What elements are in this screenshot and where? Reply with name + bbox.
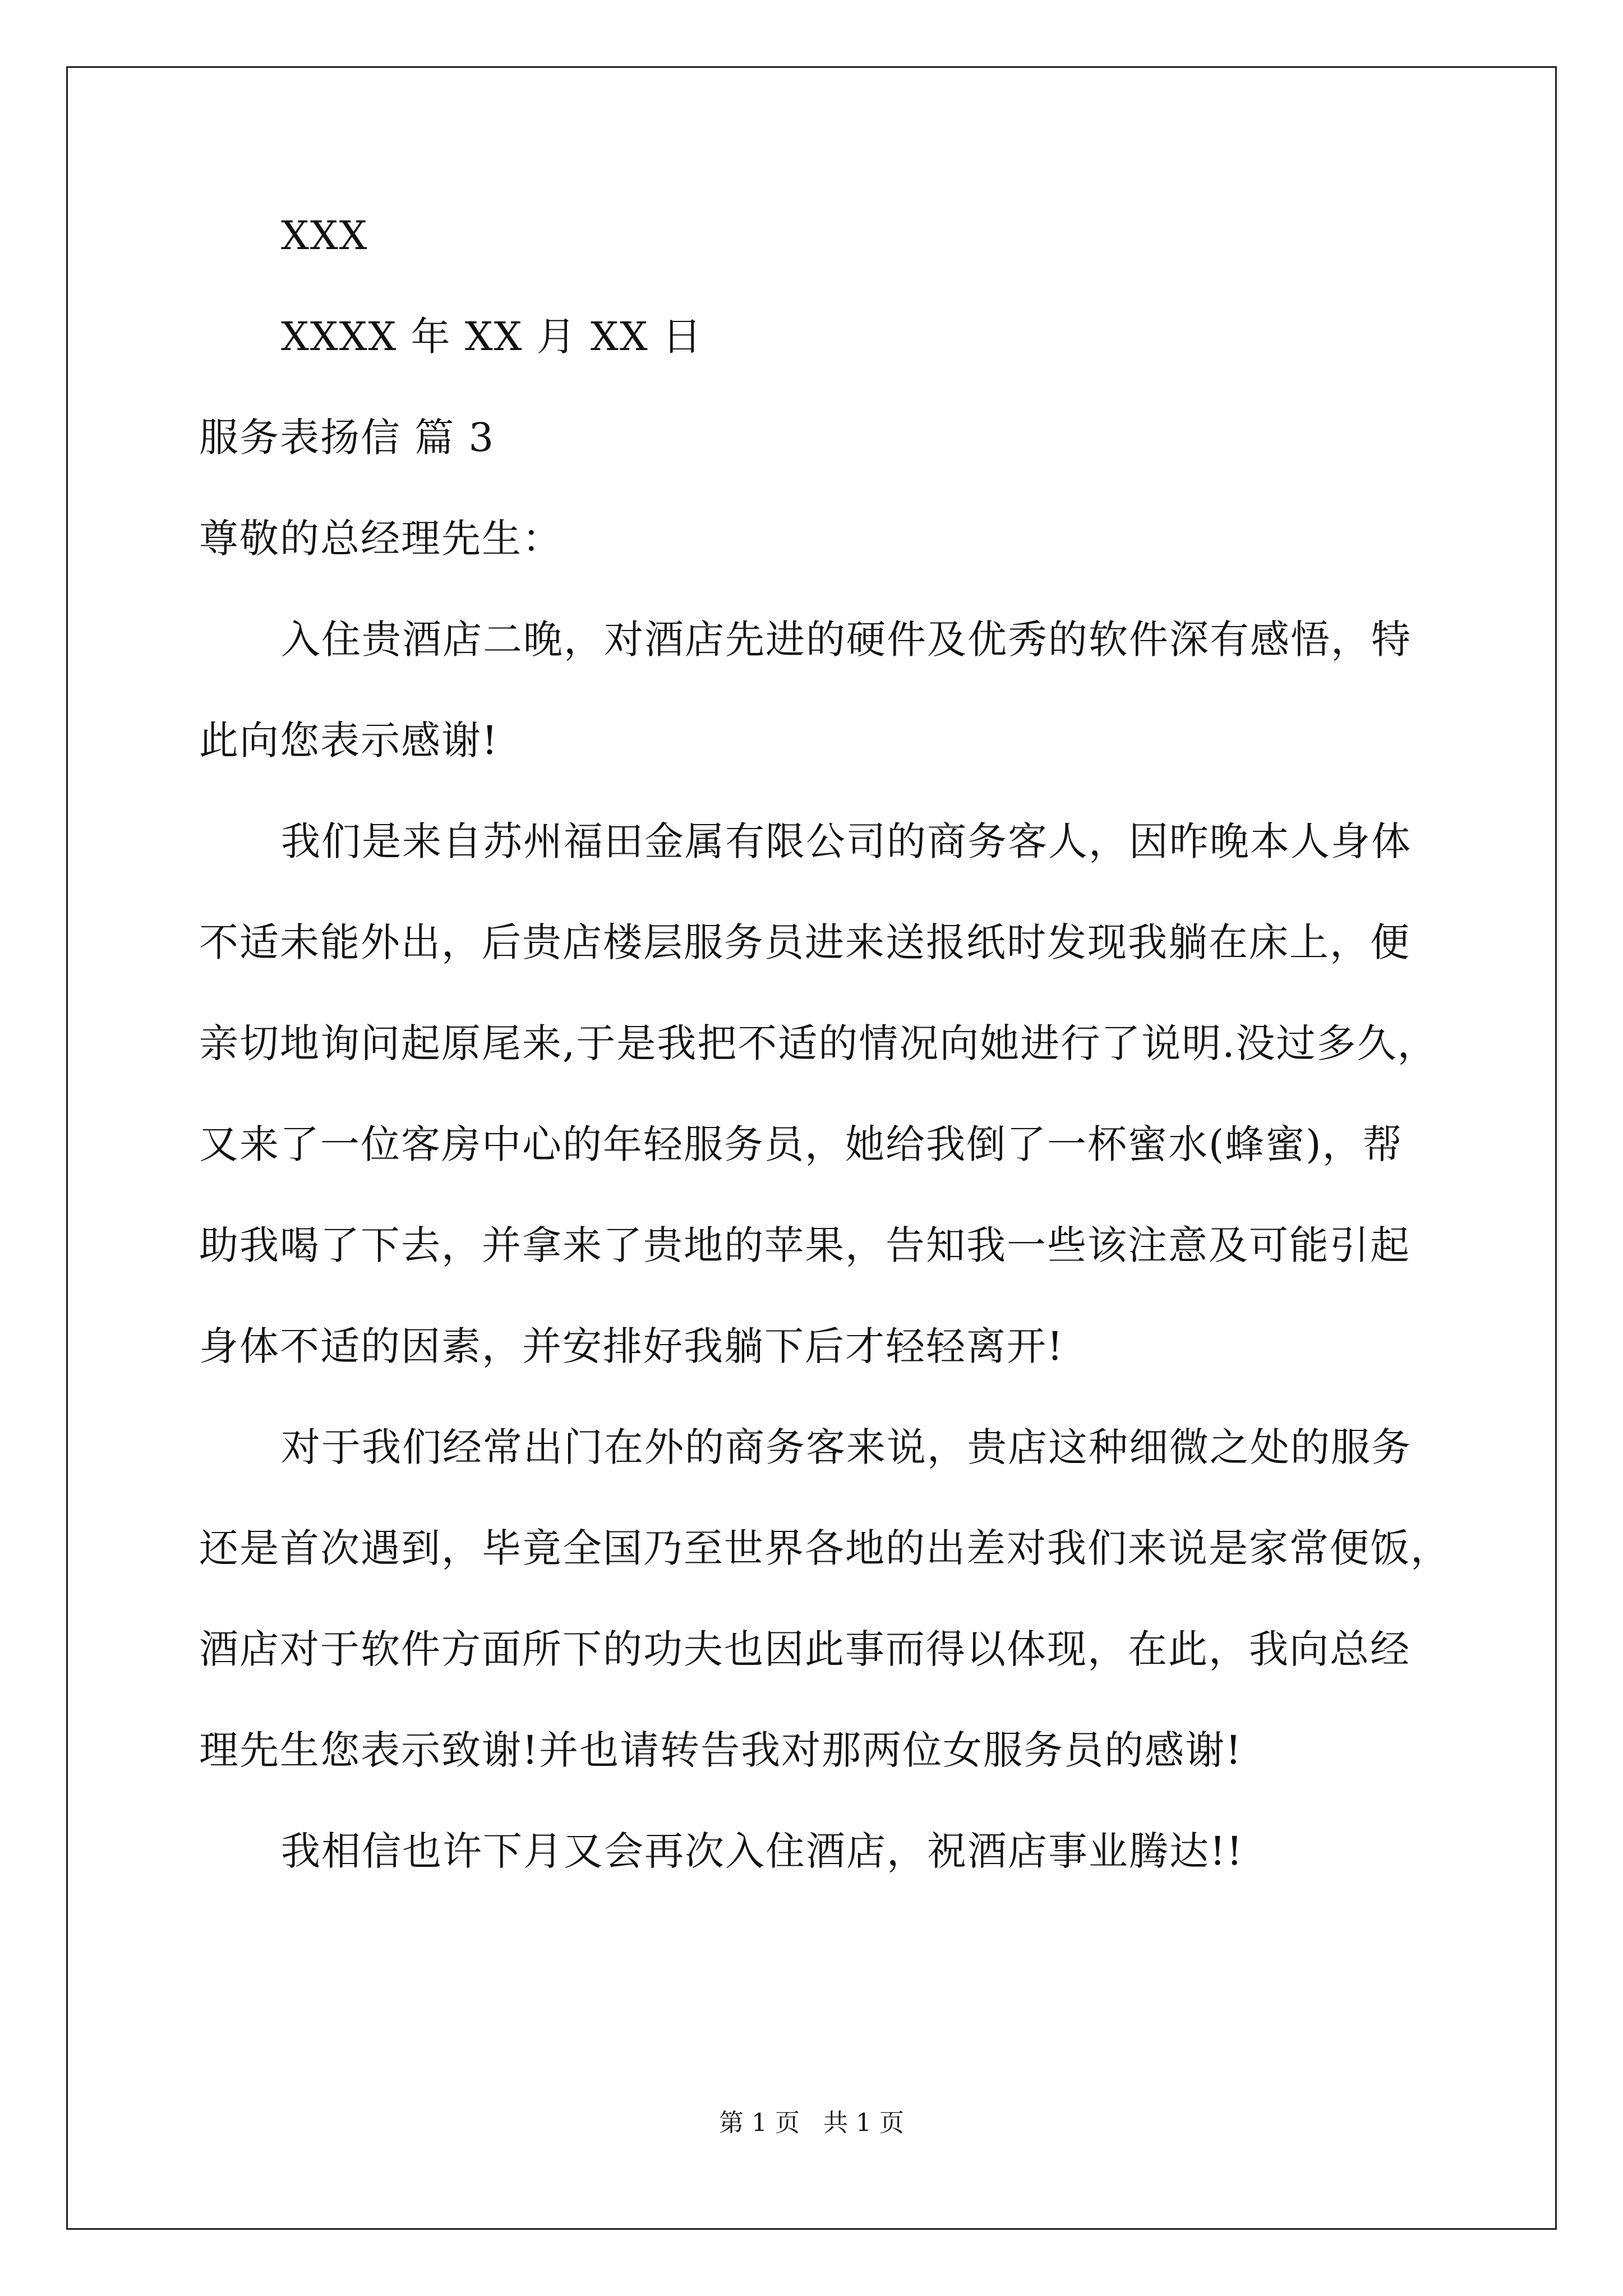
paragraph-3-line: 对于我们经常出门在外的商务客来说，贵店这种细微之处的服务 <box>281 1424 1412 1470</box>
paragraph-3-line: 理先生您表示致谢!并也请转告我对那两位女服务员的感谢! <box>199 1727 1243 1773</box>
paragraph-2-line: 助我喝了下去，并拿来了贵地的苹果，告知我一些该注意及可能引起 <box>199 1222 1410 1268</box>
paragraph-1-line: 入住贵酒店二晚，对酒店先进的硬件及优秀的软件深有感悟，特 <box>281 616 1412 662</box>
page-footer: 第 1 页 共 1 页 <box>719 2109 904 2137</box>
section-title: 服务表扬信 篇 3 <box>199 415 495 461</box>
paragraph-4-line: 我相信也许下月又会再次入住酒店，祝酒店事业腾达!! <box>281 1828 1244 1874</box>
paragraph-3-line: 酒店对于软件方面所下的功夫也因此事而得以体现，在此，我向总经 <box>199 1626 1410 1672</box>
paragraph-1-line: 此向您表示感谢! <box>199 717 499 763</box>
paragraph-2-line: 又来了一位客房中心的年轻服务员，她给我倒了一杯蜜水(蜂蜜)，帮 <box>199 1121 1403 1167</box>
signature-name: XXX <box>281 213 368 259</box>
paragraph-2-line: 身体不适的因素，并安排好我躺下后才轻轻离开! <box>199 1323 1064 1369</box>
paragraph-2-line: 我们是来自苏州福田金属有限公司的商务客人，因昨晚本人身体 <box>281 818 1412 864</box>
salutation: 尊敬的总经理先生： <box>199 516 562 562</box>
signature-date: XXXX 年 XX 月 XX 日 <box>281 314 703 360</box>
paragraph-2-line: 亲切地询问起原尾来,于是我把不适的情况向她进行了说明.没过多久， <box>199 1020 1438 1066</box>
paragraph-2-line: 不适未能外出，后贵店楼层服务员进来送报纸时发现我躺在床上，便 <box>199 919 1410 965</box>
paragraph-3-line: 还是首次遇到，毕竟全国乃至世界各地的出差对我们来说是家常便饭， <box>199 1525 1451 1571</box>
